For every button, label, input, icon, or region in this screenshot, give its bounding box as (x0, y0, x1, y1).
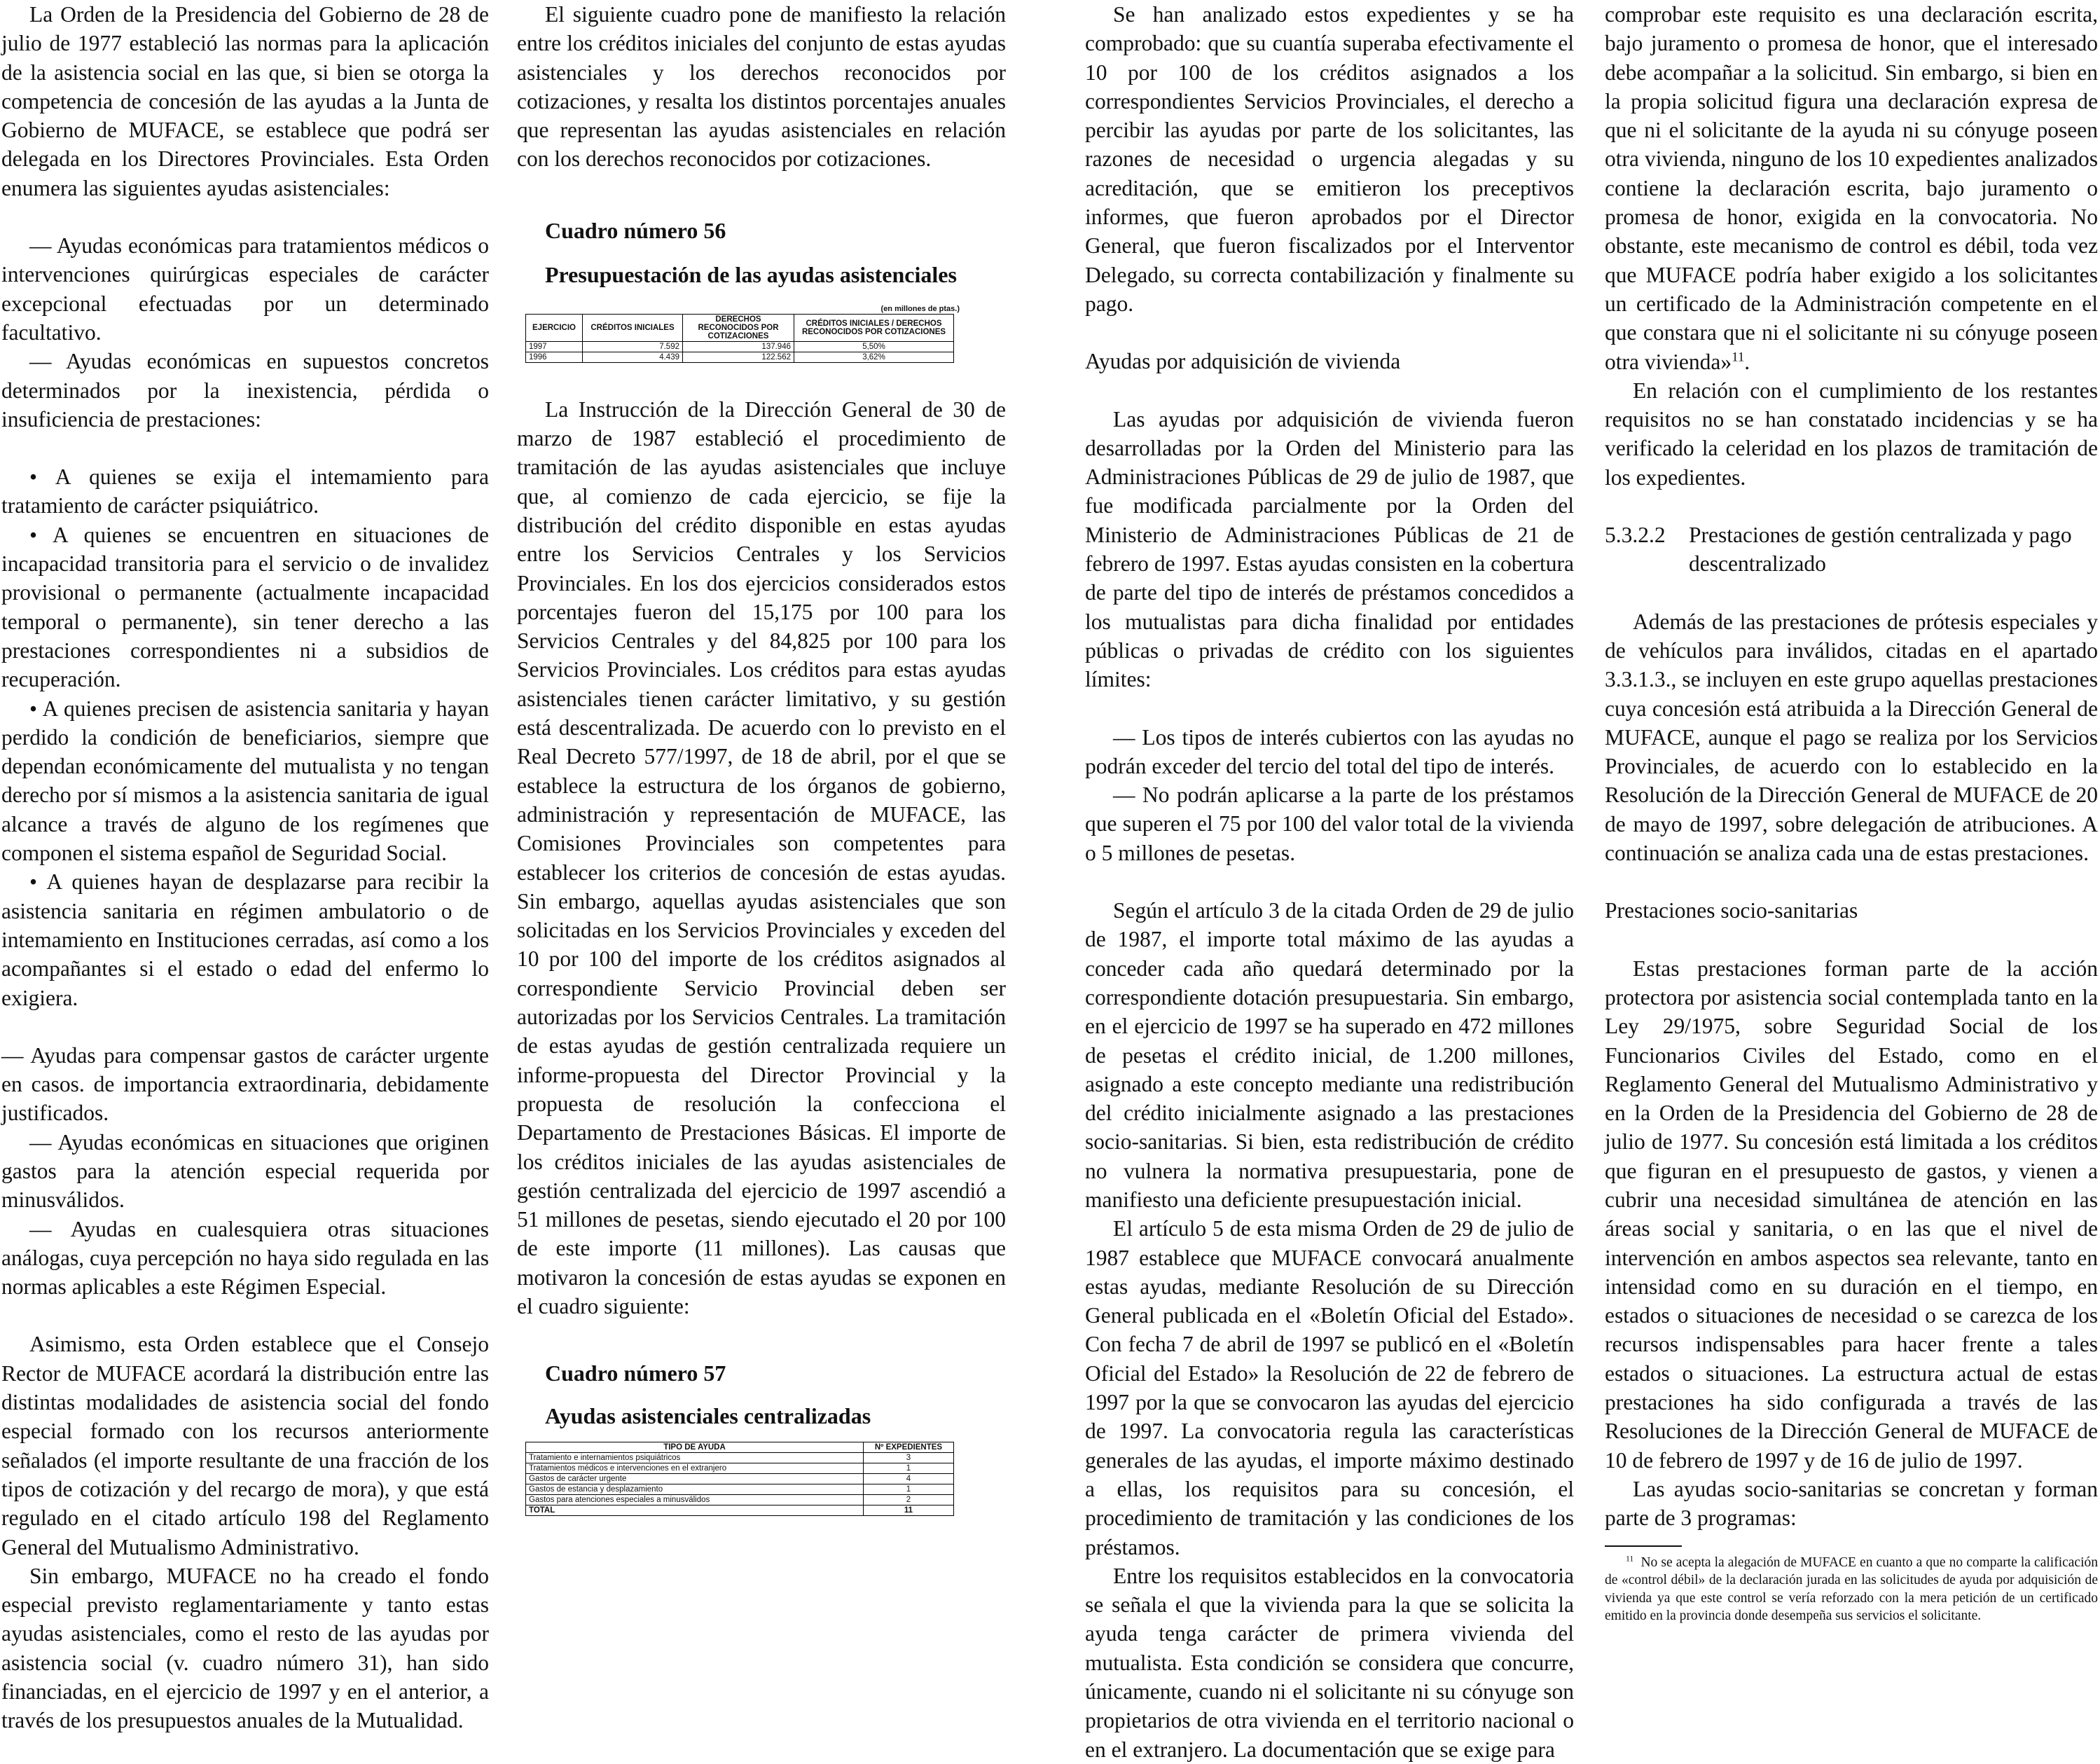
table-cell: Gastos para atenciones especiales a minusválidos (526, 1495, 864, 1505)
table-56 (525, 305, 999, 363)
paragraph: Entre los requisitos establecidos en la convocatoria se señala el que la vivienda para la que se solicita la ayuda tenga carácter de primera vivienda del mutualista. Esta condición se considera que concurre, únicamente, cuando ni el solicitante ni su cónyuge son propietarios de otra vivienda en el territorio nacional o en el extranjero. La documentación que se exige para (1085, 1563, 1574, 1762)
list-item: — No podrán aplicarse a la parte de los préstamos que superen el 75 por 100 del valor total de la vivienda o 5 millones de pesetas. (1085, 783, 1574, 865)
section-heading: Ayudas por adquisición de vivienda (1085, 349, 1401, 374)
table-header: CRÉDITOS INICIALES (583, 314, 683, 341)
table-cell: 11 (864, 1505, 954, 1516)
paragraph: Estas prestaciones forman parte de la acción protectora por asistencia social contemplada tanto en la Ley 29/1975, sobre Seguridad Social de los Funcionarios Civiles del Estado, como en el Reglamento General del Mutualismo Administrativo y en la Orden de la Presidencia del Gobierno de 28 de julio de 1977. Su concesión está limitada a los créditos que figuran en el presupuesto de gastos, y vienen a cubrir una necesidad simultánea de atención en las áreas social y sanitaria, o en las que el nivel de intervención en ambos aspectos sea relevante, tanto en intensidad como en su duración en el tiempo, en estados o situaciones de necesidad o se carezca de los recursos indispensables para hacer frente a tales estados o situaciones. La estructura actual de estas prestaciones ha sido configurada a través de las Resoluciones de la Dirección General de MUFACE de 10 de febrero de 1997 y de 16 de julio de 1997. (1605, 956, 2098, 1473)
table-cell: 4 (864, 1474, 954, 1484)
table-57 (525, 1442, 999, 1516)
table-cell: Gastos de estancia y desplazamiento (526, 1484, 864, 1495)
paragraph: Asimismo, esta Orden establece que el Consejo Rector de MUFACE acordará la distribución entre las distintas modalidades de asistencia social del fondo especial formado con los recursos anteriormente señalados (el importe resultante de una fracción de los tipos de cotización y del recargo de mora), y que está regulado en el citado artículo 198 del Reglamento General del Mutualismo Administrativo. (1, 1332, 489, 1559)
table-total-row (526, 1505, 954, 1516)
footnote-ref: 11 (1732, 350, 1745, 365)
table-cell: Tratamiento e internamientos psiquiátricos (526, 1453, 864, 1463)
table-row (526, 1484, 954, 1495)
table-57-subtitle: Ayudas asistenciales centralizadas (545, 1403, 871, 1429)
table-header: Nº EXPEDIENTES (864, 1442, 954, 1453)
paragraph: La Orden de la Presidencia del Gobierno de 28 de julio de 1977 estableció las normas para la aplicación de la asistencia social en las que, si bien se otorga la competencia de concesión de las ayudas a la Junta de Gobierno de MUFACE, se establece que podrá ser delegada en los Directores Provinciales. Esta Orden enumera las siguientes ayudas asistenciales: (1, 2, 489, 200)
paragraph: Las ayudas socio-sanitarias se concretan y forman parte de 3 programas: (1605, 1476, 2098, 1531)
table-56-title: Cuadro número 56 (545, 217, 726, 243)
table-row (526, 352, 954, 362)
paragraph: Las ayudas por adquisición de vivienda fueron desarrolladas por la Orden del Ministerio para las Administraciones Públicas de 29 de julio de 1987, que fue modificada parcialmente por la Orden del Ministerio de Administraciones Públicas de 21 de febrero de 1997. Estas ayudas consisten en la cobertura de parte del tipo de interés de préstamos concedidos a los mutualistas para dicha finalidad por entidades públicas o privadas de crédito con los siguientes límites: (1085, 406, 1574, 692)
table-cell: TOTAL (526, 1505, 864, 1516)
paragraph: Se han analizado estos expedientes y se ha comprobado: que su cuantía superaba efectivamente el 10 por 100 de los créditos asignados a los correspondientes Servicios Provinciales, el derecho a percibir las ayudas por parte de los solicitantes, las razones de necesidad o urgencia alegadas y su acreditación, que se emitieron los preceptivos informes, que fueron aprobados por el Director General, que fueron fiscalizados por el Interventor Delegado, su correcta contabilización y finalmente su pago. (1085, 2, 1574, 316)
list-item: — Ayudas en cualesquiera otras situaciones análogas, cuya percepción no haya sido regulada en las normas aplicables a este Régimen Especial. (1, 1216, 489, 1300)
table-row (526, 1474, 954, 1484)
section-heading (1605, 521, 2098, 579)
list-item: — Ayudas económicas en situaciones que originen gastos para la atención especial requerida por minusválidos. (1, 1129, 489, 1213)
table-cell: 2 (864, 1495, 954, 1505)
table-header: CRÉDITOS INICIALES / DERECHOS RECONOCIDOS POR COTIZACIONES (794, 314, 954, 341)
table-cell: Gastos de carácter urgente (526, 1474, 864, 1484)
list-item: — Los tipos de interés cubiertos con las ayudas no podrán exceder del tercio del total del tipo de interés. (1085, 724, 1574, 778)
table-header: EJERCICIO (526, 314, 583, 341)
table-header: TIPO DE AYUDA (526, 1442, 864, 1453)
table-cell: 3 (864, 1453, 954, 1463)
section-number: 5.3.2.2 (1605, 523, 1666, 548)
paragraph: comprobar este requisito es una declaración escrita, bajo juramento o promesa de honor, que el interesado debe acompañar a la solicitud. Sin embargo, si bien en la propia solicitud figura una declaración expresa de que ni el solicitante de la ayuda ni su cónyuge poseen otra vivienda, ninguno de los 10 expedientes analizados contiene la declaración escrita, bajo juramento o promesa de honor, exigida en la convocatoria. No obstante, este mecanismo de control es débil, toda vez que MUFACE podría haber exigido a los solicitantes un certificado de la Administración competente en el que constara que ni el solicitante ni su cónyuge poseen otra vivienda»$^{11}$. (1605, 2, 2098, 374)
list-item: — Ayudas económicas en supuestos concretos determinados por la inexistencia, pérdida o insuficiencia de prestaciones: (1, 349, 489, 432)
bullet-item: • A quienes se exija el intemamiento para tratamiento de carácter psiquiátrico. (1, 464, 489, 518)
table-cell: 1 (864, 1484, 954, 1495)
section-heading: Prestaciones socio-sanitarias (1605, 898, 1858, 923)
footnote-divider (1605, 1545, 1682, 1547)
bullet-item: • A quienes precisen de asistencia sanitaria y hayan perdido la condición de beneficiarios, siempre que dependan económicamente del mutualista y no tengan derecho por sí mismos a la asistencia sanitaria de igual alcance a través de alguno de los regímenes que componen el sistema español de Seguridad Social. (1, 696, 489, 866)
table-cell: 3,62% (794, 352, 954, 362)
table-header: DERECHOS RECONOCIDOS POR COTIZACIONES (683, 314, 794, 341)
column-1 (1, 0, 489, 1735)
table-56-subtitle: Presupuestación de las ayudas asistenciales (545, 261, 957, 287)
table-row (526, 341, 954, 352)
paragraph: El artículo 5 de esta misma Orden de 29 de julio de 1987 establece que MUFACE convocará anualmente estas ayudas, mediante Resolución de su Dirección General publicada en el «Boletín Oficial del Estado». Con fecha 7 de abril de 1997 se publicó en el «Boletín Oficial del Estado» la Resolución de 22 de febrero de 1997 por la que se convocaron las ayudas del ejercicio de 1997. La convocatoria regula las características generales de las ayudas, el importe máximo destinado a ellas, los requisitos para su concesión, el procedimiento de tramitación y las condiciones de los préstamos. (1085, 1216, 1574, 1559)
paragraph: En relación con el cumplimiento de los restantes requisitos no se han constatado incidencias y se ha verificado la celeridad en los plazos de tramitación de los expedientes. (1605, 378, 2098, 490)
table-57-title: Cuadro número 57 (545, 1360, 726, 1386)
table-cell: Tratamientos médicos e intervenciones en el extranjero (526, 1463, 864, 1474)
paragraph: El siguiente cuadro pone de manifiesto la relación entre los créditos iniciales del conjunto de estas ayudas asistenciales y los derechos reconocidos por cotizaciones, y resalta los distintos porcentajes anuales que representan las ayudas asistenciales en relación con los derechos reconocidos por cotizaciones. (517, 2, 1006, 172)
bullet-item: • A quienes se encuentren en situaciones de incapacidad transitoria para el servicio o de invalidez provisional o permanente (actualmente incapacidad temporal o permanente), sin tener derecho a las prestaciones correspondientes ni a subsidios de recuperación. (1, 522, 489, 692)
table-cell: 5,50% (794, 341, 954, 352)
table-cell: 4.439 (583, 352, 683, 362)
paragraph: Sin embargo, MUFACE no ha creado el fondo especial previsto reglamentariamente y tanto estas ayudas asistenciales, como el resto de las ayudas por asistencia social (v. cuadro número 31), han sido financiadas, en el ejercicio de 1997 y en el anterior, a través de los presupuestos anuales de la Mutualidad. (1, 1563, 489, 1733)
table-cell: 1 (864, 1463, 954, 1474)
footnote-number: 11 (1626, 1554, 1634, 1564)
list-item: — Ayudas económicas para tratamientos médicos o intervenciones quirúrgicas especiales de carácter excepcional efectuadas por un determinado facultativo. (1, 233, 489, 345)
table-cell: 7.592 (583, 341, 683, 352)
list-item: — Ayudas para compensar gastos de carácter urgente en casos. de importancia extraordinaria, debidamente justificados. (1, 1042, 489, 1126)
table-cell: 122.562 (683, 352, 794, 362)
table-row (526, 1463, 954, 1474)
table-row (526, 1453, 954, 1463)
paragraph: Además de las prestaciones de prótesis especiales y de vehículos para inválidos, citadas en el apartado 3.3.1.3., se incluyen en este grupo aquellas prestaciones cuya concesión está atribuida a la Dirección General de MUFACE, aunque el pago se realiza por los Servicios Provinciales, de acuerdo con lo establecido en la Resolución de la Dirección General de MUFACE de 20 de mayo de 1997, sobre delegación de atribuciones. A continuación se analiza cada una de estas prestaciones. (1605, 609, 2098, 866)
bullet-item: • A quienes hayan de desplazarse para recibir la asistencia sanitaria en régimen ambulatorio o de intemamiento en Instituciones cerradas, así como a los acompañantes si el estado o edad del enfermo lo exigiera. (1, 869, 489, 1010)
footnote: $^{11}$ No se acepta la alegación de MUFACE en cuanto a que no comparte la calificación de «control débil» de la declaración jurada en las solicitudes de ayuda por adquisición de vivienda ya que este control se vería reforzado con la mera petición de un certificado emitido en la provincia donde desempeña sus servicios el solicitante. (1605, 1554, 2098, 1624)
table-cell: 1997 (526, 341, 583, 352)
table-row (526, 1495, 954, 1505)
section-title: Prestaciones de gestión centralizada y pago descentralizado (1689, 523, 2072, 577)
table-cell: 1996 (526, 352, 583, 362)
table-cell: 137.946 (683, 341, 794, 352)
paragraph: La Instrucción de la Dirección General de 30 de marzo de 1987 estableció el procedimiento de tramitación de las ayudas asistenciales que incluye que, al comienzo de cada ejercicio, se fije la distribución del crédito disponible en estas ayudas entre los Servicios Centrales y los Servicios Provinciales. En los dos ejercicios considerados estos porcentajes fueron del 15,175 por 100 para los Servicios Centrales y del 84,825 por 100 para los Servicios Provinciales. Los créditos para estas ayudas asistenciales tienen carácter limitativo, y su gestión está descentralizada. De acuerdo con lo previsto en el Real Decreto 577/1997, de 18 de abril, por el que se establece la estructura de los órganos de gobierno, administración y representación de MUFACE, las Comisiones Provinciales son competentes para establecer los criterios de concesión de estas ayudas. Sin embargo, aquellas ayudas asistenciales que son solicitadas en los Servicios Provinciales y exceden del 10 por 100 del importe de los créditos asignados al correspondiente Servicio Provincial deben ser autorizadas por los Servicios Centrales. La tramitación de estas ayudas de gestión centralizada requiere un informe-propuesta del Director Provincial y la propuesta de resolución la confecciona el Departamento de Prestaciones Básicas. El importe de los créditos iniciales de las ayudas asistenciales de gestión centralizada del ejercicio de 1997 ascendió a 51 millones de pesetas, siendo ejecutado el 20 por 100 de este importe (11 millones). Las causas que motivaron la concesión de estas ayudas se exponen en el cuadro siguiente: (517, 397, 1006, 1318)
column-2 (517, 0, 1006, 1516)
paragraph: Según el artículo 3 de la citada Orden de 29 de julio de 1987, el importe total máximo de las ayudas a conceder cada año quedará determinado por la correspondiente dotación presupuestaria. Sin embargo, en el ejercicio de 1997 se ha superado en 472 millones de pesetas el crédito inicial, de 1.200 millones, asignado a este concepto mediante una redistribución del crédito inicialmente asignado a las prestaciones socio-sanitarias. Si bien, esta redistribución de crédito no vulnera la normativa presupuestaria, pone de manifiesto una deficiente presupuestación inicial. (1085, 898, 1574, 1212)
column-4 (1605, 0, 2098, 1625)
column-3 (1085, 0, 1574, 1764)
table-56-unit: (en millones de ptas.) (880, 304, 960, 313)
